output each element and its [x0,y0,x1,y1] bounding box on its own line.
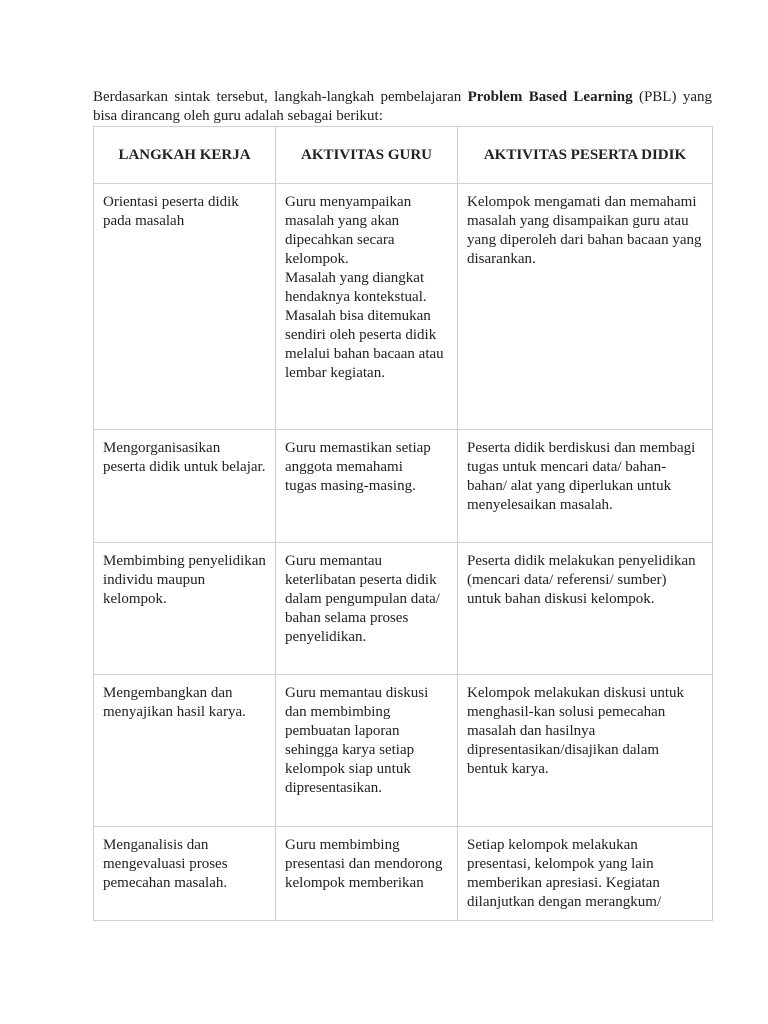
cell-guru: Guru memantau diskusi dan membimbing pembuatan laporan sehingga karya setiap kelompok siap untuk dipresentasikan. [276,675,458,827]
cell-step: Mengembangkan dan menyajikan hasil karya. [94,675,276,827]
table-row [94,675,713,827]
table-row [94,827,713,921]
table-header-row [94,127,713,184]
intro-text-end: (PBL) yang bisa dirancang oleh guru adalah sebagai berikut: [93,89,712,124]
cell-guru-text-2: Masalah yang diangkat hendaknya kontekstual. Masalah bisa ditemukan sendiri oleh peserta didik melalui bahan bacaan atau lembar kegiatan. [285,270,444,381]
table-row [94,184,713,430]
cell-step: Membimbing penyelidikan individu maupun kelompok. [94,543,276,675]
header-aktivitas-peserta-didik: AKTIVITAS PESERTA DIDIK [458,127,713,184]
cell-siswa: Peserta didik berdiskusi dan membagi tugas untuk mencari data/ bahan-bahan/ alat yang diperlukan untuk menyelesaikan masalah. [458,430,713,543]
cell-step: Mengorganisasikan peserta didik untuk belajar. [94,430,276,543]
cell-siswa: Kelompok mengamati dan memahami masalah yang disampaikan guru atau yang diperoleh dari bahan bacaan yang disarankan. [458,184,713,430]
cell-guru [276,184,458,430]
table-row [94,430,713,543]
intro-paragraph [93,88,712,126]
document-page [93,88,712,921]
cell-guru: Guru memantau keterlibatan peserta didik dalam pengumpulan data/ bahan selama proses penyelidikan. [276,543,458,675]
cell-guru-text-2: tugas masing-masing. [285,478,416,494]
cell-guru [276,430,458,543]
cell-siswa: Kelompok melakukan diskusi untuk menghasil-kan solusi pemecahan masalah dan hasilnya dipresentasikan/disajikan dalam bentuk karya. [458,675,713,827]
cell-guru-text: Guru menyampaikan masalah yang akan dipecahkan secara kelompok. [285,194,412,267]
table-row [94,543,713,675]
header-langkah-kerja: LANGKAH KERJA [94,127,276,184]
pbl-steps-table [93,126,713,921]
header-aktivitas-guru: AKTIVITAS GURU [276,127,458,184]
cell-guru-text: Guru memastikan setiap anggota memahami [285,440,431,475]
cell-step: Menganalisis dan mengevaluasi proses pemecahan masalah. [94,827,276,921]
cell-siswa: Peserta didik melakukan penyelidikan (mencari data/ referensi/ sumber) untuk bahan diskusi kelompok. [458,543,713,675]
cell-step: Orientasi peserta didik pada masalah [94,184,276,430]
intro-bold-term: Problem Based Learning [467,89,633,105]
cell-siswa: Setiap kelompok melakukan presentasi, kelompok yang lain memberikan apresiasi. Kegiatan dilanjutkan dengan merangkum/ [458,827,713,921]
cell-guru: Guru membimbing presentasi dan mendorong kelompok memberikan [276,827,458,921]
intro-text-start: Berdasarkan sintak tersebut, langkah-langkah pembelajaran [93,89,468,105]
